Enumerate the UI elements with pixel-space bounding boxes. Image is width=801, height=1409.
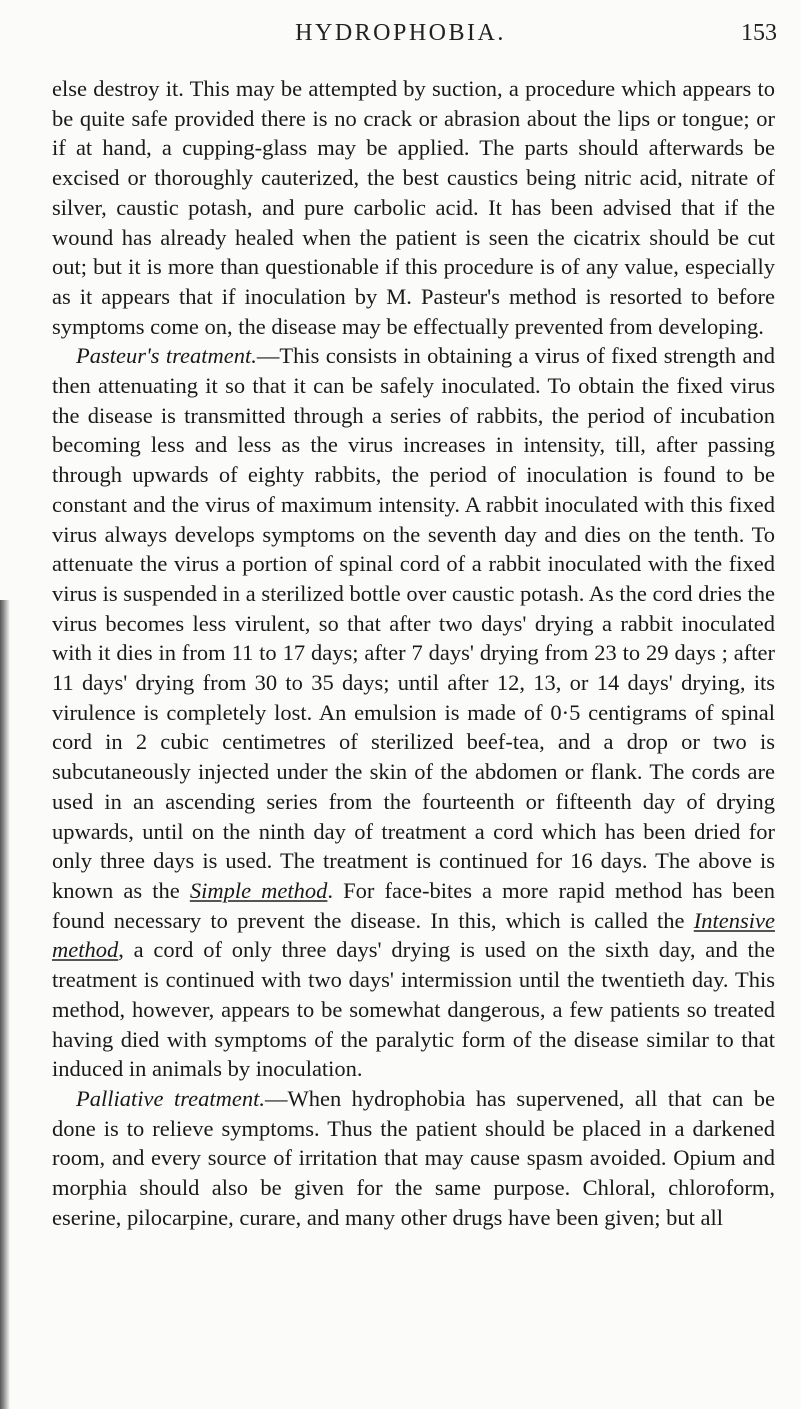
paragraph-palliative-treatment [52,1084,775,1233]
pasteur-treatment-heading: Pasteur's treatment. [76,343,257,369]
intensive-method-term: Intensive method [52,907,775,963]
pasteur-treatment-text-c: , a cord of only three days' drying is used on the sixth day, and the treatment is continued with two days' intermission until the twentieth day. This method, however, appears to be somewhat dangerous, a few patients so treated having died with symptoms of the paralytic form of the disease similar to that induced in animals by inoculation. [52,937,775,1082]
paragraph-suction-text: else destroy it. This may be attempted by suction, a procedure which appears to be quite safe provided there is no crack or abrasion about the lips or tongue; or if at hand, a cupping-glass may be applied. The parts should afterwards be excised or thoroughly cauterized, the best caustics being nitric acid, nitrate of silver, caustic potash, and pure carbolic acid. It has been advised that if the wound has already healed when the patient is seen the cicatrix should be cut out; but it is more than questionable if this procedure is of any value, especially as it appears that if inoculation by M. Pasteur's method is resorted to before symptoms come on, the disease may be effectually prevented from developing. [52,76,775,339]
pasteur-treatment-text-a: —This consists in obtaining a virus of fixed strength and then attenuating it so that it can be safely inoculated. To obtain the fixed virus the disease is transmitted through a series of rabbits, the period of incubation becoming less and less as the virus increases in intensity, till, after passing through upwards of eighty rabbits, the period of inoculation is found to be constant and the virus of maximum intensity. A rabbit inoculated with this fixed virus always develops symptoms on the seventh day and dies on the tenth. To attenuate the virus a portion of spinal cord of a rabbit inoculated with the fixed virus is suspended in a sterilized bottle over caustic potash. As the cord dries the virus becomes less virulent, so that after two days' drying a rabbit inoculated with it dies in from 11 to 17 days; after 7 days' drying from 23 to 29 days ; after 11 days' drying from 30 to 35 days; until after 12, 13, or 14 days' drying, its virulence is completely lost. An emulsion is made of 0·5 centigrams of spinal cord in 2 cubic centimetres of sterilized beef-tea, and a drop or two is subcutaneously injected under the skin of the abdomen or flank. The cords are used in an ascending series from the fourteenth or fifteenth day of drying upwards, until on the ninth day of treatment a cord which has been dried for only three days is used. The treatment is continued for 16 days. The above is known as the [52,343,775,903]
paragraph-pasteur-treatment [52,341,775,1084]
running-header [0,20,801,50]
page-number: 153 [741,20,777,46]
pasteur-treatment-text-b: . For face-bites a more rapid method has been found necessary to prevent the disease. In this, which is called the [52,877,775,933]
binding-shadow [0,600,10,1409]
palliative-treatment-text: —When hydrophobia has supervened, all that can be done is to relieve symptoms. Thus the patient should be placed in a darkened room, and every source of irritation that may cause spasm avoided. Opium and morphia should also be given for the same purpose. Chloral, chloroform, eserine, pilocarpine, curare, and many other drugs have been given; but all [52,1085,775,1230]
body-text [52,74,775,1232]
simple-method-term: Simple method [189,877,328,903]
paragraph-suction [52,74,775,341]
running-title: HYDROPHOBIA. [295,20,506,46]
palliative-treatment-heading: Palliative treatment. [76,1085,265,1111]
